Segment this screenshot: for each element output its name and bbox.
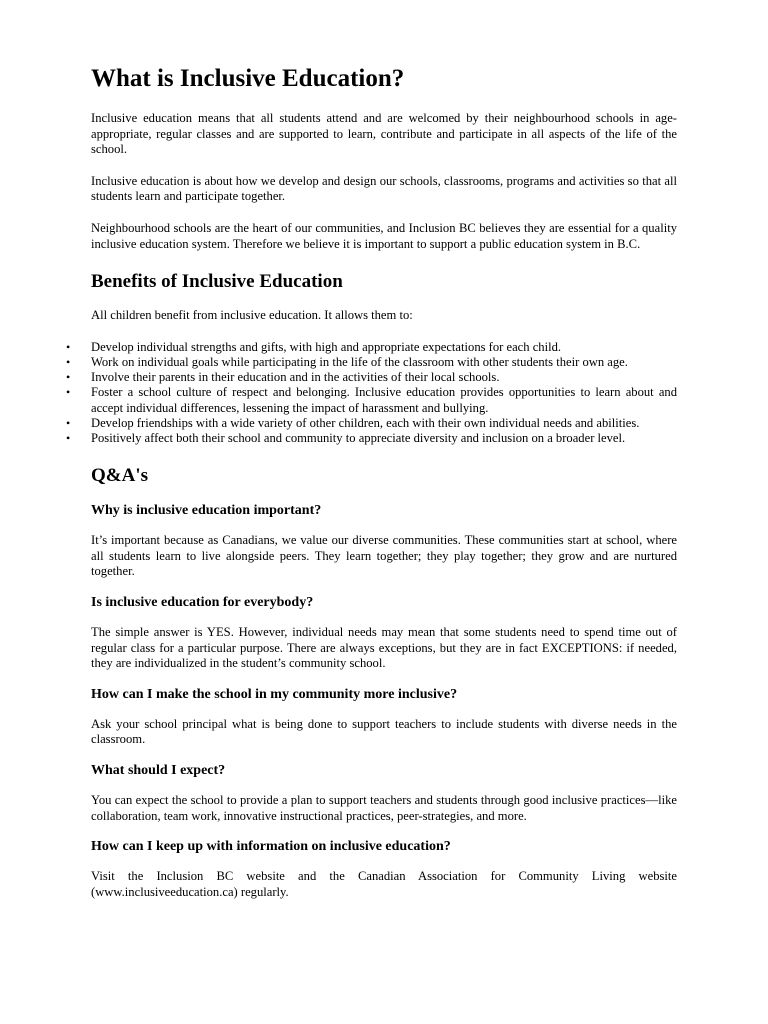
benefits-heading: Benefits of Inclusive Education <box>91 271 343 293</box>
list-item <box>66 339 677 355</box>
list-item <box>66 415 677 431</box>
bullet-icon: • <box>66 385 71 400</box>
qa-answer: The simple answer is YES. However, individual needs may mean that some students need to spend time out of regular class for a particular purpose. There are always exceptions, but they are in fact EXCEPTIONS: if needed, they are individualized in the student’s community school. <box>91 624 677 671</box>
qa-question: How can I make the school in my community more inclusive? <box>91 686 458 702</box>
bullet-icon: • <box>66 430 71 445</box>
list-item-text: Work on individual goals while participating in the life of the classroom with other students their own age. <box>91 354 628 369</box>
qa-answer: You can expect the school to provide a plan to support teachers and students through good inclusive practices—like collaboration, team work, innovative instructional practices, peer-strategies, and more. <box>91 792 677 823</box>
qa-question: What should I expect? <box>91 762 226 778</box>
qa-heading: Q&A's <box>91 465 148 487</box>
intro-paragraph: Inclusive education is about how we develop and design our schools, classrooms, programs and activities so that all students learn and participate together. <box>91 173 677 204</box>
list-item-text: Foster a school culture of respect and belonging. Inclusive education provides opportunities to learn about and accept individual differences, lessening the impact of harassment and bullying. <box>91 385 677 415</box>
list-item <box>66 385 677 415</box>
page-title: What is Inclusive Education? <box>91 65 405 92</box>
intro-paragraph: Inclusive education means that all students attend and are welcomed by their neighbourhood schools in age-appropriate, regular classes and are supported to learn, contribute and participate in all aspects of the life of the school. <box>91 111 677 157</box>
bullet-icon: • <box>66 339 71 354</box>
bullet-icon: • <box>66 415 71 430</box>
qa-question: Is inclusive education for everybody? <box>91 594 314 610</box>
qa-question: Why is inclusive education important? <box>91 503 322 519</box>
list-item <box>66 430 677 446</box>
qa-question: How can I keep up with information on inclusive education? <box>91 839 451 855</box>
benefits-list <box>66 339 677 446</box>
list-item-text: Develop individual strengths and gifts, with high and appropriate expectations for each child. <box>91 339 562 354</box>
qa-list <box>91 502 677 900</box>
list-item <box>66 354 677 370</box>
qa-answer: It’s important because as Canadians, we value our diverse communities. These communities start at school, where all students learn to live alongside peers. They learn together; they play together; they grow and are nurtured together. <box>91 533 677 579</box>
list-item-text: Involve their parents in their education and in the activities of their local schools. <box>91 370 500 385</box>
list-item <box>66 370 677 385</box>
list-item-text: Develop friendships with a wide variety of other children, each with their own individual needs and abilities. <box>91 415 640 430</box>
bullet-icon: • <box>66 370 71 385</box>
benefits-lead: All children benefit from inclusive education. It allows them to: <box>91 308 413 323</box>
intro-paragraph: Neighbourhood schools are the heart of our communities, and Inclusion BC believes they are essential for a quality inclusive education system. Therefore we believe it is important to support a public education system in B.C. <box>91 220 677 251</box>
qa-answer: Ask your school principal what is being done to support teachers to include students with diverse needs in the classroom. <box>91 716 677 747</box>
bullet-icon: • <box>66 354 71 369</box>
list-item-text: Positively affect both their school and community to appreciate diversity and inclusion on a broader level. <box>91 430 626 445</box>
qa-answer: Visit the Inclusion BC website and the Canadian Association for Community Living website (www.inclusiveeducation.ca) regularly. <box>91 869 677 899</box>
